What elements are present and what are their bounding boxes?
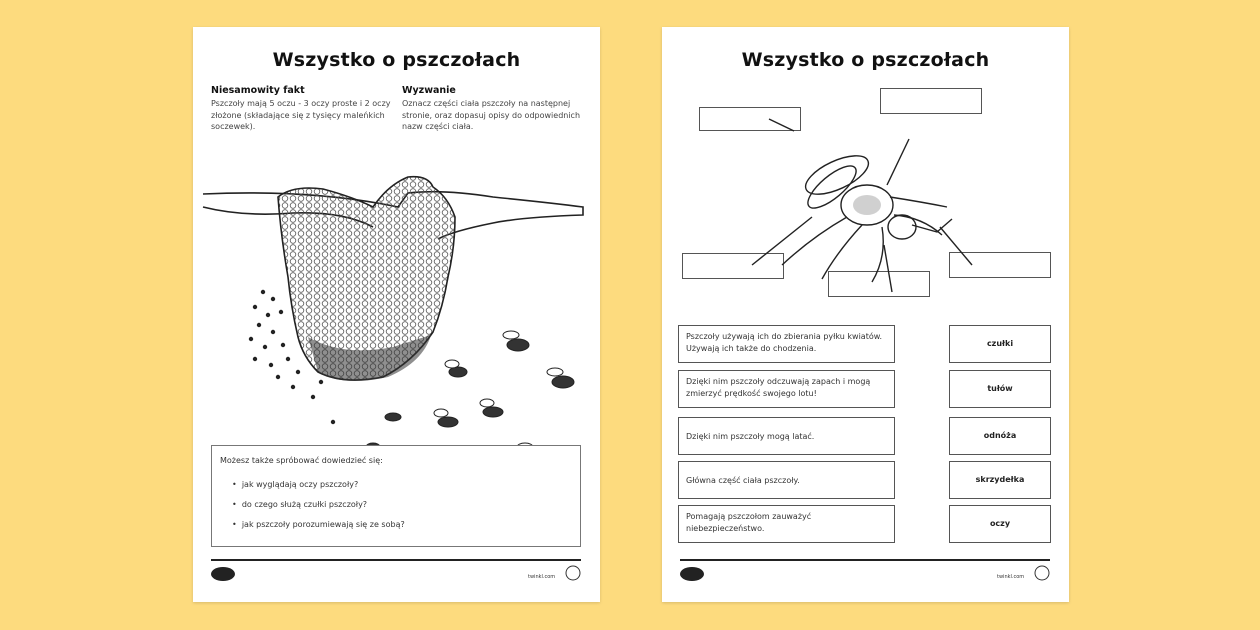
description-box-2: Dzięki nim pszczoły odczuwają zapach i mogą zmierzyć prędkość swojego lotu! bbox=[678, 370, 895, 408]
description-box-4: Główna część ciała pszczoły. bbox=[678, 461, 895, 499]
page-badge-icon bbox=[565, 565, 581, 581]
word-box-tulow: tułów bbox=[949, 370, 1051, 408]
challenge-text: Oznacz części ciała pszczoły na następnej stronie, oraz dopasuj opisy do odpowiednich nazw części ciała. bbox=[402, 99, 581, 131]
worksheet-page-1 bbox=[193, 27, 600, 602]
description-box-5: Pomagają pszczołom zauważyć niebezpieczeństwo. bbox=[678, 505, 895, 543]
extra-questions-box bbox=[211, 445, 581, 547]
questions-intro: Możesz także spróbować dowiedzieć się: bbox=[220, 456, 383, 465]
worksheet-page-2 bbox=[662, 27, 1069, 602]
footer-url: twinkl.com bbox=[997, 574, 1025, 580]
footer-divider bbox=[211, 559, 581, 561]
word-box-odnoza: odnóża bbox=[949, 417, 1051, 455]
footer-divider bbox=[680, 559, 1050, 561]
page-badge-icon bbox=[1034, 565, 1050, 581]
beehive-illustration bbox=[193, 167, 600, 467]
page-title: Wszystko o pszczołach bbox=[741, 49, 990, 71]
footer-url: twinkl.com bbox=[528, 574, 556, 580]
word-box-oczy: oczy bbox=[949, 505, 1051, 543]
question-bullet-1: • jak wyglądają oczy pszczoły? bbox=[232, 480, 359, 489]
twinkl-logo-icon bbox=[680, 567, 704, 581]
word-box-skrzydelka: skrzydełka bbox=[949, 461, 1051, 499]
question-bullet-3: • jak pszczoły porozumiewają się ze sobą? bbox=[232, 520, 405, 529]
bee-diagram bbox=[662, 87, 1069, 287]
description-box-3: Dzięki nim pszczoły mogą latać. bbox=[678, 417, 895, 455]
challenge-heading: Wyzwanie bbox=[402, 85, 456, 96]
fact-text: Pszczoły mają 5 oczu - 3 oczy proste i 2 oczy złożone (składające się z tysięcy maleńkich soczewek). bbox=[211, 99, 391, 131]
question-item: jak wyglądają oczy pszczoły? bbox=[241, 480, 359, 489]
description-box-1: Pszczoły używają ich do zbierania pyłku kwiatów. Używają ich także do chodzenia. bbox=[678, 325, 895, 363]
page-title: Wszystko o pszczołach bbox=[272, 49, 521, 71]
question-item: jak pszczoły porozumiewają się ze sobą? bbox=[241, 520, 405, 529]
question-bullet-2: • do czego służą czułki pszczoły? bbox=[232, 500, 368, 509]
word-box-czulki: czułki bbox=[949, 325, 1051, 363]
question-item: do czego służą czułki pszczoły? bbox=[241, 500, 368, 509]
fact-heading: Niesamowity fakt bbox=[211, 85, 305, 96]
twinkl-logo-icon bbox=[211, 567, 235, 581]
